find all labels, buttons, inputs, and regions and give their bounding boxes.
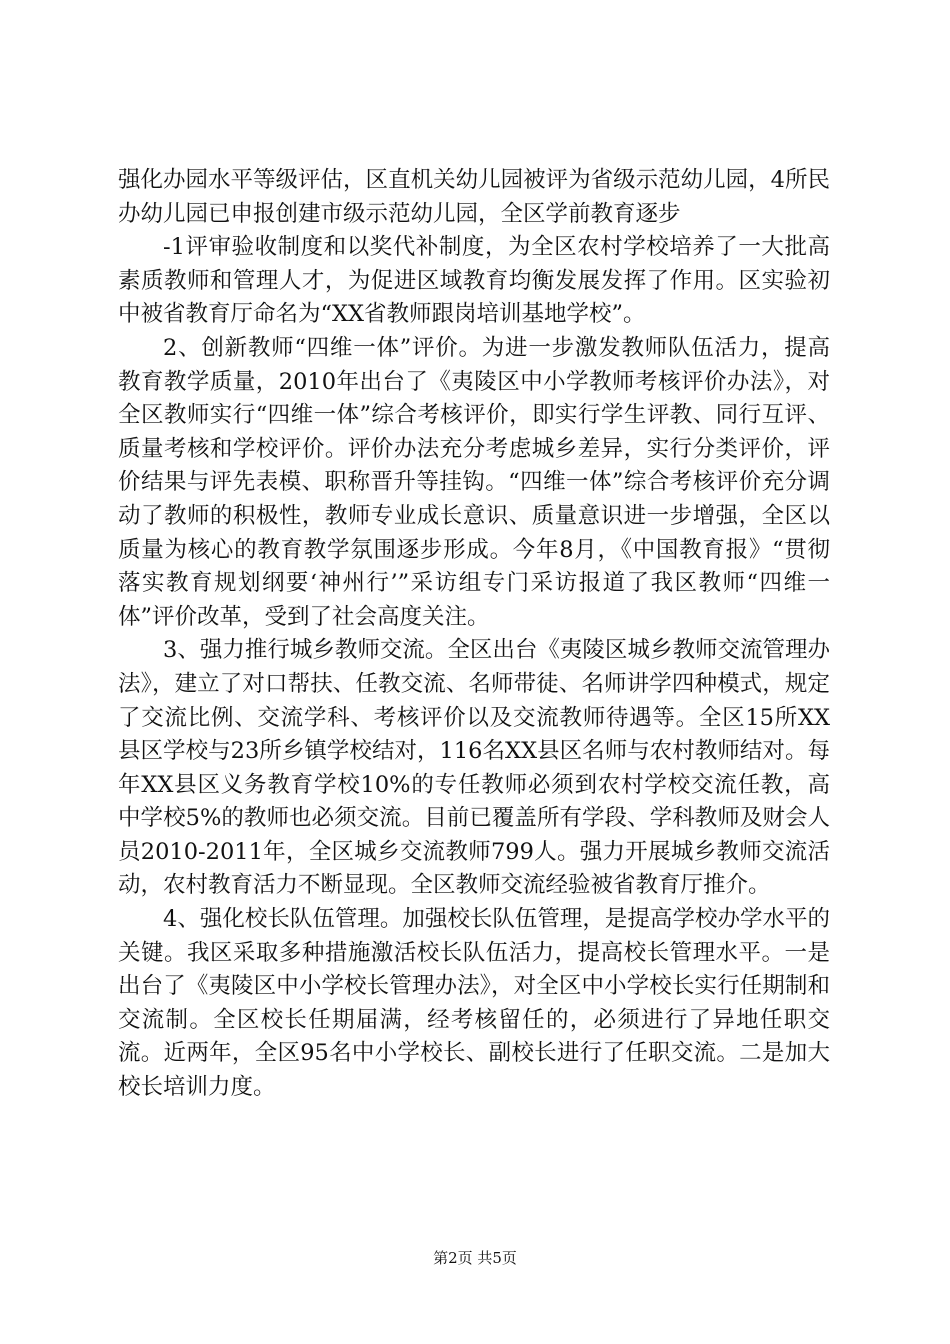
paragraph-5: 4、强化校长队伍管理。加强校长队伍管理，是提高学校办学水平的关键。我区采取多种措施激活校长队伍活力，提高校长管理水平。一是出台了《夷陵区中小学校长管理办法》，对全区中小学校长实行任期制和交流制。全区校长任期届满，经考核留任的，必须进行了异地任职交流。近两年，全区95名中小学校长、副校长进行了任职交流。二是加大校长培训力度。 (118, 906, 830, 1101)
paragraph-1: 强化办园水平等级评估，区直机关幼儿园被评为省级示范幼儿园，4所民办幼儿园已申报创建市级示范幼儿园，全区学前教育逐步 (118, 167, 830, 227)
paragraph-2: -1评审验收制度和以奖代补制度，为全区农村学校培养了一大批高素质教师和管理人才，为促进区域教育均衡发展发挥了作用。区实验初中被省教育厅命名为“XX省教师跟岗培训基地学校”。 (118, 234, 830, 328)
page-number-footer: 第2页 共5页 (433, 1249, 517, 1267)
paragraph-4: 3、强力推行城乡教师交流。全区出台《夷陵区城乡教师交流管理办法》，建立了对口帮扶、任教交流、名师带徒、名师讲学四种模式，规定了交流比例、交流学科、考核评价以及交流教师待遇等。全区15所XX县区学校与23所乡镇学校结对，116名XX县区名师与农村教师结对。每年XX县区义务教育学校10%的专任教师必须到农村学校交流任教，高中学校5%的教师也必须交流。目前已覆盖所有学段、学科教师及财会人员2010-2011年，全区城乡交流教师799人。强力开展城乡教师交流活动，农村教育活力不断显现。全区教师交流经验被省教育厅推介。 (118, 637, 830, 899)
document-body (118, 164, 830, 1105)
paragraph-3: 2、创新教师“四维一体”评价。为进一步激发教师队伍活力，提高教育教学质量，2010年出台了《夷陵区中小学教师考核评价办法》，对全区教师实行“四维一体”综合考核评价，即实行学生评教、同行互评、质量考核和学校评价。评价办法充分考虑城乡差异，实行分类评价，评价结果与评先表模、职称晋升等挂钩。“四维一体”综合考核评价充分调动了教师的积极性，教师专业成长意识、质量意识进一步增强，全区以质量为核心的教育教学氛围逐步形成。今年8月，《中国教育报》“贯彻落实教育规划纲要‘神州行’”采访组专门采访报道了我区教师“四维一体”评价改革，受到了社会高度关注。 (118, 334, 830, 630)
